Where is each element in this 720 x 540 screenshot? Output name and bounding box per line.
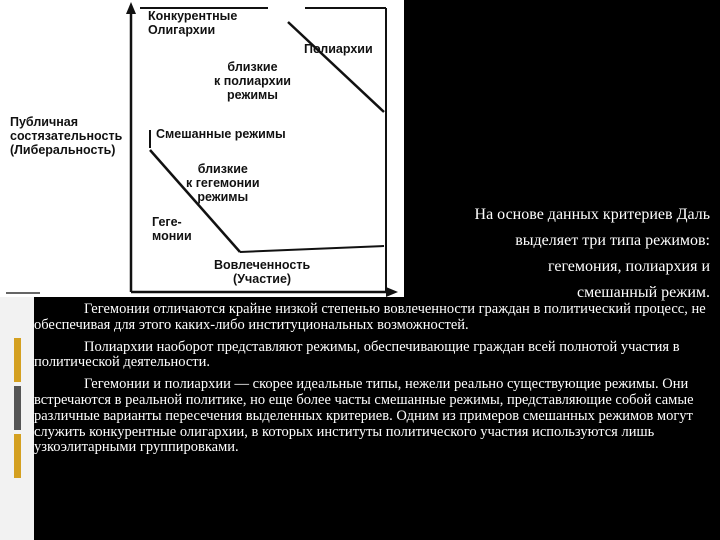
decor-bar-gray <box>14 386 21 430</box>
summary-text: На основе данных критериев Даль выделяет три типа режимов: гегемония, полиархия и смешанный режим. <box>474 206 710 301</box>
paragraph-mixed: Гегемонии и полиархии — скорее идеальные типы, нежели реально существующие режимы. Они встречаются в реальной политике, но еще более часты смешанные режимы, представляющие собой самые различные варианты пересечения выделенных критериев. Одним из примеров смешанных режимов могут служить конкурентные олигархии, в которых институты политического участия используются лишь узкоэлитарными группировками. <box>34 376 694 456</box>
label-public-contestation: Публичная состязательность (Либеральность) <box>10 115 123 157</box>
label-mixed-regimes: Смешанные режимы <box>156 127 286 141</box>
paragraph-polyarchy: Полиархии наоборот представляют режимы, обеспечивающие граждан всей полнотой участия в политической деятельности. <box>34 338 680 371</box>
body-text <box>34 302 714 462</box>
label-competitive-oligarchy: Конкурентные Олигархии <box>148 9 238 37</box>
label-polyarchy: Полиархии <box>304 42 373 56</box>
paragraph-hegemony: Гегемонии отличаются крайне низкой степенью вовлеченности граждан в политический процесс, не обеспечивая для этого каких-либо институциональных возможностей. <box>34 301 706 333</box>
label-hegemony: Геге- монии <box>152 215 192 243</box>
decor-bar-gold <box>14 434 21 478</box>
regime-diagram <box>0 0 404 297</box>
label-near-polyarchy: близкие к полиархии режимы <box>214 60 291 102</box>
decor-bar-gold <box>14 338 21 382</box>
label-involvement: Вовлеченность (Участие) <box>214 258 311 286</box>
label-near-hegemony: близкие к гегемонии режимы <box>186 162 260 204</box>
